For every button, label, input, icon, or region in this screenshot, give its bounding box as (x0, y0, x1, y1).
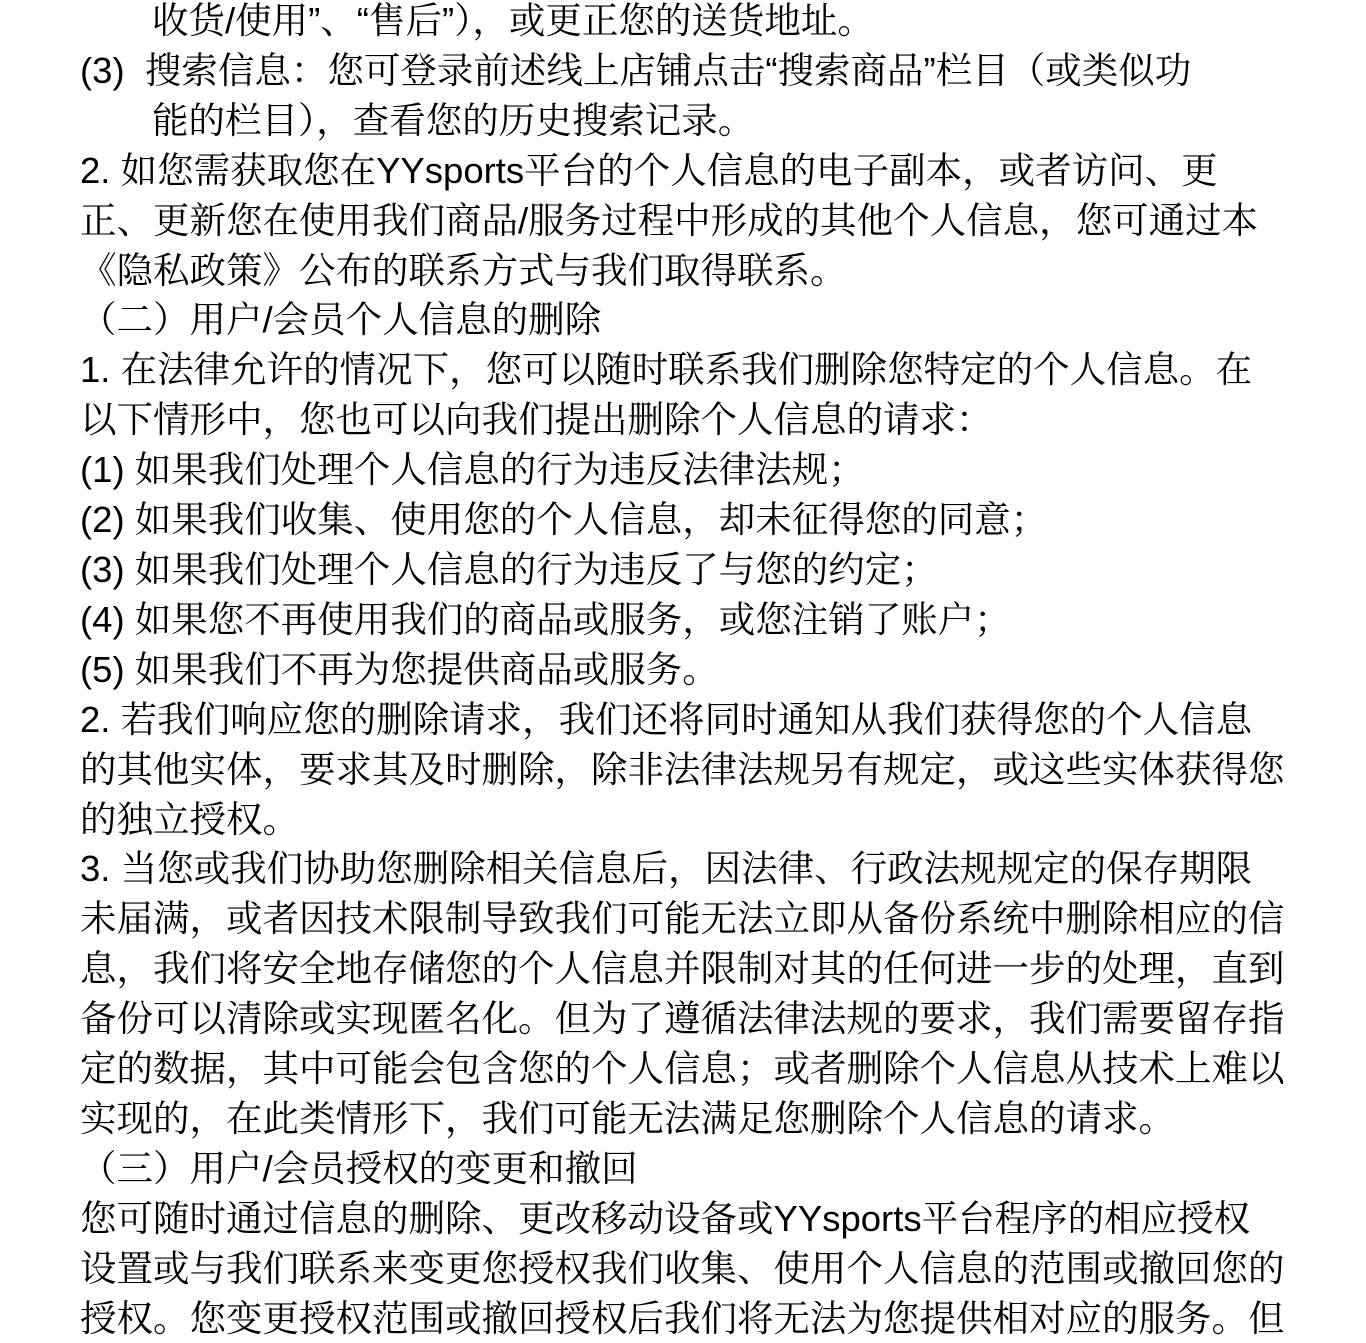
text-line: 授权。您变更授权范围或撤回授权后我们将无法为您提供相对应的服务。但 (80, 1297, 1285, 1339)
text-line: 您可随时通过信息的删除、更改移动设备或YYsports平台程序的相应授权 (80, 1197, 1251, 1239)
text-line: 2. 如您需获取您在YYsports平台的个人信息的电子副本，或者访问、更 (80, 149, 1218, 191)
text-line: 2. 若我们响应您的删除请求，我们还将同时通知从我们获得您的个人信息 (80, 698, 1253, 740)
text-line: (4) 如果您不再使用我们的商品或服务，或您注销了账户； (80, 598, 1011, 640)
privacy-policy-text (80, 0, 1320, 1343)
text-line: 的其他实体，要求其及时删除，除非法律法规另有规定，或这些实体获得您 (80, 748, 1285, 790)
text-line: 收货/使用”、“售后”），或更正您的送货地址。 (152, 0, 874, 41)
text-line: 3. 当您或我们协助您删除相关信息后，因法律、行政法规规定的保存期限 (80, 848, 1253, 890)
text-line: (3) 如果我们处理个人信息的行为违反了与您的约定； (80, 548, 938, 590)
text-line: 备份可以清除或实现匿名化。但为了遵循法律法规的要求，我们需要留存指 (80, 998, 1285, 1040)
text-line: 的独立授权。 (80, 798, 299, 840)
text-line: 息，我们将安全地存储您的个人信息并限制对其的任何进一步的处理，直到 (80, 948, 1285, 990)
text-line: (5) 如果我们不再为您提供商品或服务。 (80, 648, 719, 690)
text-line: 《隐私政策》公布的联系方式与我们取得联系。 (80, 249, 847, 291)
text-line: (2) 如果我们收集、使用您的个人信息，却未征得您的同意； (80, 499, 1048, 541)
text-line: (1) 如果我们处理个人信息的行为违反法律法规； (80, 449, 865, 491)
text-line: 以下情形中，您也可以向我们提出删除个人信息的请求： (80, 399, 993, 441)
text-line: 定的数据，其中可能会包含您的个人信息；或者删除个人信息从技术上难以 (80, 1048, 1285, 1090)
text-line: （三）用户/会员授权的变更和撤回 (80, 1147, 638, 1189)
text-line: 正、更新您在使用我们商品/服务过程中形成的其他个人信息，您可通过本 (80, 199, 1259, 241)
text-line: 实现的，在此类情形下，我们可能无法满足您删除个人信息的请求。 (80, 1097, 1175, 1139)
text-line: 未届满，或者因技术限制导致我们可能无法立即从备份系统中删除相应的信 (80, 898, 1285, 940)
text-line: 设置或与我们联系来变更您授权我们收集、使用个人信息的范围或撤回您的 (80, 1247, 1285, 1289)
text-line: 1. 在法律允许的情况下，您可以随时联系我们删除您特定的个人信息。在 (80, 349, 1253, 391)
text-line: (3) 搜索信息：您可登录前述线上店铺点击“搜索商品”栏目（或类似功 (80, 49, 1192, 91)
text-line: （二）用户/会员个人信息的删除 (80, 299, 602, 341)
text-line: 能的栏目），查看您的历史搜索记录。 (152, 99, 755, 141)
